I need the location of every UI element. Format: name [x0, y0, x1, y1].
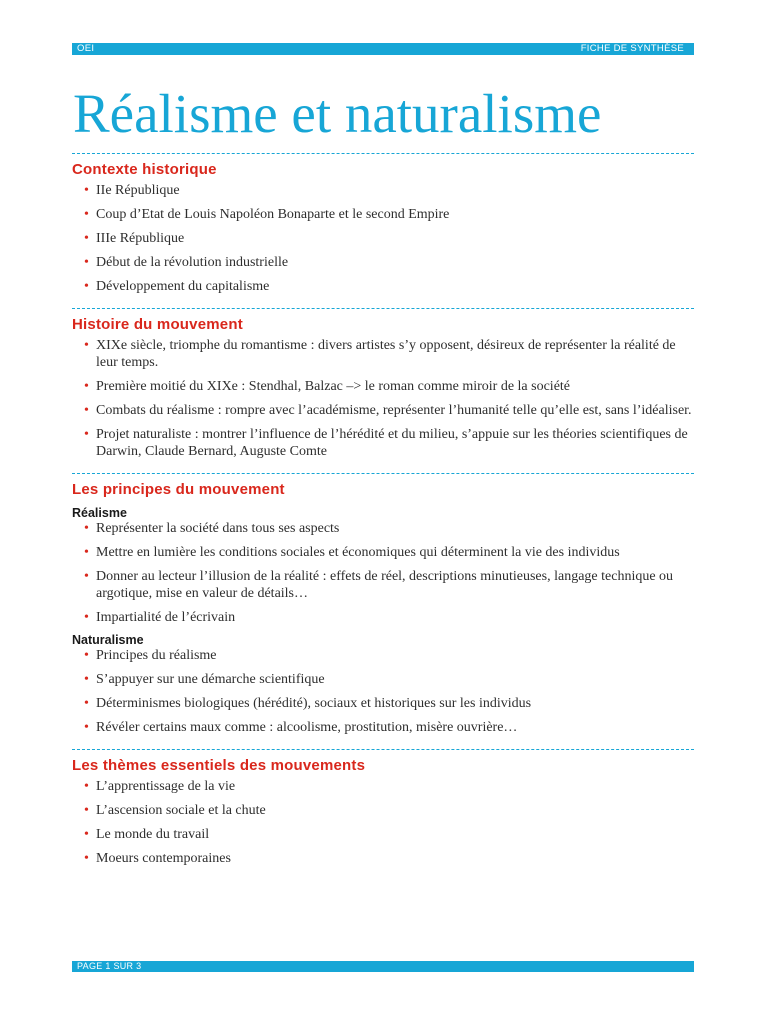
bullet-icon: •	[84, 427, 89, 442]
list-item-text: Le monde du travail	[96, 827, 210, 842]
header-band	[72, 43, 694, 55]
bullet-icon: •	[84, 231, 89, 246]
bullet-icon: •	[84, 207, 89, 222]
bullet-icon: •	[84, 696, 89, 711]
bullet-list	[72, 337, 694, 460]
bullet-icon: •	[84, 403, 89, 418]
subsection-heading-realisme: Réalisme	[72, 506, 127, 520]
list-item-text: Moeurs contemporaines	[96, 851, 231, 866]
list-item	[72, 568, 694, 602]
list-item-text: Déterminismes biologiques (hérédité), sociaux et historiques sur les individus	[96, 696, 532, 711]
bullet-list	[72, 182, 694, 295]
list-item-text: Représenter la société dans tous ses aspects	[96, 521, 340, 536]
list-item	[72, 671, 694, 688]
list-item-text: IIe République	[96, 183, 180, 198]
list-item-text: Première moitié du XIXe : Stendhal, Balzac –> le roman comme miroir de la société	[96, 379, 571, 394]
bullet-list	[72, 647, 694, 736]
subsection-heading-naturalisme: Naturalisme	[72, 633, 144, 647]
list-item	[72, 826, 694, 843]
section-themes-essentiels	[72, 749, 694, 880]
section-heading: Les principes du mouvement	[72, 481, 285, 498]
list-item	[72, 520, 694, 537]
list-item-text: Principes du réalisme	[96, 648, 217, 663]
bullet-icon: •	[84, 338, 89, 353]
list-item	[72, 402, 694, 419]
bullet-icon: •	[84, 851, 89, 866]
section-histoire-du-mouvement	[72, 308, 694, 473]
bullet-icon: •	[84, 569, 89, 584]
list-item-text: Donner au lecteur l’illusion de la réalité : effets de réel, descriptions minutieuses, langage technique ou argotique, mise en valeur de détails…	[96, 569, 674, 601]
bullet-icon: •	[84, 648, 89, 663]
list-item	[72, 278, 694, 295]
bullet-icon: •	[84, 255, 89, 270]
list-item-text: Début de la révolution industrielle	[96, 255, 289, 270]
list-item-text: Développement du capitalisme	[96, 279, 270, 294]
section-heading: Les thèmes essentiels des mouvements	[72, 757, 366, 774]
section-principes-du-mouvement	[72, 473, 694, 749]
header-right-label: FICHE DE SYNTHÈSE	[580, 43, 684, 54]
bullet-icon: •	[84, 803, 89, 818]
list-item-text: Coup d’Etat de Louis Napoléon Bonaparte et le second Empire	[96, 207, 450, 222]
list-item	[72, 778, 694, 795]
list-item-text: XIXe siècle, triomphe du romantisme : divers artistes s’y opposent, désireux de représenter la réalité de leur temps.	[96, 338, 676, 370]
bullet-icon: •	[84, 610, 89, 625]
list-item	[72, 426, 694, 460]
list-item	[72, 206, 694, 223]
bullet-icon: •	[84, 545, 89, 560]
bullet-icon: •	[84, 279, 89, 294]
list-item-text: Mettre en lumière les conditions sociales et économiques qui déterminent la vie des individus	[96, 545, 620, 560]
list-item-text: Impartialité de l’écrivain	[96, 610, 236, 625]
section-contexte-historique	[72, 153, 694, 308]
bullet-icon: •	[84, 379, 89, 394]
section-heading: Histoire du mouvement	[72, 316, 243, 333]
list-item-text: L’apprentissage de la vie	[96, 779, 236, 794]
list-item-text: Révéler certains maux comme : alcoolisme, prostitution, misère ouvrière…	[96, 720, 518, 735]
list-item-text: Projet naturaliste : montrer l’influence de l’hérédité et du milieu, s’appuie sur les théories scientifiques de Darwin, Claude Bernard, Auguste Comte	[96, 427, 688, 459]
list-item	[72, 544, 694, 561]
list-item	[72, 802, 694, 819]
header-left-label: OEI	[77, 43, 95, 54]
list-item-text: IIIe République	[96, 231, 185, 246]
list-item	[72, 378, 694, 395]
bullet-icon: •	[84, 521, 89, 536]
list-item	[72, 254, 694, 271]
section-heading: Contexte historique	[72, 161, 217, 178]
list-item	[72, 850, 694, 867]
bullet-icon: •	[84, 672, 89, 687]
bullet-icon: •	[84, 183, 89, 198]
list-item-text: Combats du réalisme : rompre avec l’académisme, représenter l’humanité telle qu’elle est, sans l’idéaliser.	[96, 403, 692, 418]
document-page	[72, 43, 694, 880]
bullet-list	[72, 520, 694, 626]
list-item	[72, 719, 694, 736]
bullet-icon: •	[84, 779, 89, 794]
page-number-label: PAGE 1 SUR 3	[77, 961, 142, 971]
list-item	[72, 647, 694, 664]
bullet-list	[72, 778, 694, 867]
bullet-icon: •	[84, 827, 89, 842]
list-item	[72, 337, 694, 371]
list-item	[72, 182, 694, 199]
list-item	[72, 609, 694, 626]
list-item-text: S’appuyer sur une démarche scientifique	[96, 672, 325, 687]
footer-band	[72, 961, 694, 972]
page-title: Réalisme et naturalisme	[73, 83, 602, 144]
list-item	[72, 230, 694, 247]
list-item-text: L’ascension sociale et la chute	[96, 803, 266, 818]
list-item	[72, 695, 694, 712]
bullet-icon: •	[84, 720, 89, 735]
